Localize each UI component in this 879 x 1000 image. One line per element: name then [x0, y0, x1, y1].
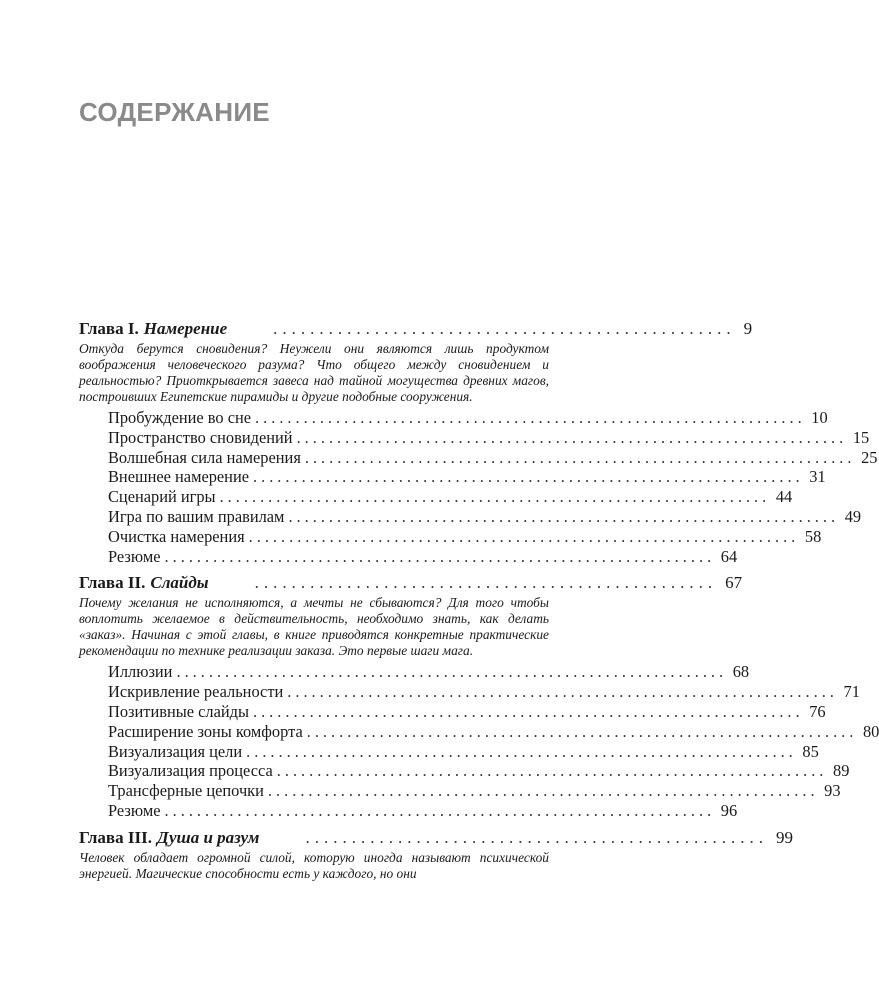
toc-entry[interactable] [108, 447, 878, 468]
entry-page-number: 49 [844, 506, 862, 526]
dot-leader: .................................................................... [276, 761, 828, 781]
entry-title: Резюме [108, 800, 161, 820]
entry-title: Визуализация процесса [108, 761, 273, 781]
entry-page-number: 85 [802, 741, 819, 761]
chapter-3 [79, 827, 793, 882]
entry-page-number: 31 [809, 467, 826, 487]
chapter-title: Намерение [143, 319, 228, 338]
entry-page-number: 71 [843, 682, 860, 702]
dot-leader: .................................................................... [252, 701, 804, 721]
toc-entry[interactable] [108, 487, 793, 507]
entry-page-number: 68 [732, 662, 750, 682]
dot-leader: .................................................................... [253, 467, 804, 487]
toc-entry[interactable] [108, 427, 870, 448]
table-of-contents [79, 318, 879, 885]
dot-leader: .................................................................... [164, 800, 716, 820]
chapter-title: Слайды [150, 573, 209, 593]
entry-page-number: 96 [720, 800, 738, 820]
dot-leader: .................................................................... [176, 662, 728, 682]
entry-title: Сценарий игры [108, 487, 216, 507]
chapter-page-number: 9 [743, 319, 753, 338]
entry-title: Иллюзии [108, 662, 173, 682]
entry-title: Волшебная сила намерения [108, 447, 301, 467]
entry-title: Резюме [108, 546, 161, 566]
dot-leader: .................................................................... [164, 546, 716, 566]
toc-entry[interactable] [108, 526, 822, 547]
chapter-title: Душа и разум [156, 827, 260, 847]
chapter-2 [79, 572, 879, 820]
dot-leader: .................................................................... [304, 447, 856, 467]
entry-title: Позитивные слайды [108, 701, 249, 721]
entry-page-number: 64 [720, 546, 738, 566]
dot-leader: .................................................. [305, 827, 768, 847]
chapter-number: Глава III. [79, 827, 152, 847]
dot-leader: .................................................. [254, 573, 718, 593]
chapter-description: Человек обладает огромной силой, которую иногда называют психической энергией. Магические способности есть у каждого, но они [79, 849, 549, 881]
entry-page-number: 15 [852, 427, 870, 447]
entry-page-number: 89 [833, 761, 850, 781]
dot-leader: .................................................................... [296, 427, 848, 447]
entry-title: Внешнее намерение [108, 467, 250, 487]
toc-entry[interactable] [108, 467, 826, 487]
entry-page-number: 76 [809, 701, 826, 721]
toc-entry[interactable] [108, 682, 860, 702]
entry-title: Трансферные цепочки [108, 781, 264, 801]
toc-entry[interactable] [108, 701, 826, 722]
dot-leader: .................................................................... [219, 487, 771, 507]
section-list [108, 408, 878, 566]
entry-page-number: 93 [824, 781, 841, 801]
page-title: СОДЕРЖАНИЕ [79, 97, 270, 127]
entry-page-number: 80 [862, 721, 879, 741]
entry-page-number: 25 [861, 447, 878, 467]
dot-leader: .................................................................... [255, 408, 806, 427]
entry-page-number: 58 [804, 526, 822, 546]
toc-entry[interactable] [108, 800, 738, 821]
toc-entry[interactable] [108, 761, 850, 781]
dot-leader: .................................................................... [248, 526, 800, 546]
chapter-heading[interactable] [79, 827, 793, 849]
toc-entry[interactable] [108, 408, 828, 428]
entry-title: Пространство сновидений [108, 427, 293, 447]
entry-title: Визуализация цели [108, 741, 243, 761]
entry-page-number: 44 [775, 487, 793, 507]
chapter-heading[interactable] [79, 572, 743, 594]
chapter-page-number: 99 [775, 827, 793, 847]
toc-entry[interactable] [108, 721, 879, 742]
dot-leader: .................................................. [273, 319, 736, 338]
dot-leader: .................................................................... [288, 506, 840, 526]
dot-leader: .................................................................... [267, 781, 819, 801]
chapter-number: Глава II. [79, 573, 146, 593]
chapter-number: Глава I. [79, 319, 139, 338]
chapter-heading[interactable] [79, 318, 753, 340]
dot-leader: .................................................................... [246, 741, 797, 761]
chapter-description: Почему желания не исполняются, а мечты не сбываются? Для того чтобы воплотить желаемое в действительность, необходимо знать, как делать «заказ». Начиная с этой главы, в книге приводятся конкретные практические рекомендации по технике реализации заказа. Это первые шаги мага. [79, 595, 549, 659]
dot-leader: .................................................................... [306, 721, 858, 741]
chapter-description: Откуда берутся сновидения? Неужели они являются лишь продуктом воображения человеческого разума? Что общего между сновидением и реальностью? Приоткрывается завеса над тайной могущества древних магов, построивших Египетские пирамиды и другие подобные сооружения. [79, 341, 549, 404]
chapter-1 [79, 318, 878, 566]
toc-entry[interactable] [108, 662, 750, 682]
toc-entry[interactable] [108, 781, 841, 801]
entry-title: Пробуждение во сне [108, 408, 252, 427]
section-list [108, 662, 879, 820]
entry-title: Очистка намерения [108, 526, 245, 546]
entry-title: Расширение зоны комфорта [108, 721, 303, 741]
entry-title: Искривление реальности [108, 682, 284, 702]
toc-entry[interactable] [108, 506, 862, 527]
entry-title: Игра по вашим правилам [108, 506, 285, 526]
toc-entry[interactable] [108, 741, 819, 762]
toc-entry[interactable] [108, 546, 738, 567]
dot-leader: .................................................................... [287, 682, 838, 702]
chapter-page-number: 67 [725, 573, 743, 593]
entry-page-number: 10 [811, 408, 828, 427]
